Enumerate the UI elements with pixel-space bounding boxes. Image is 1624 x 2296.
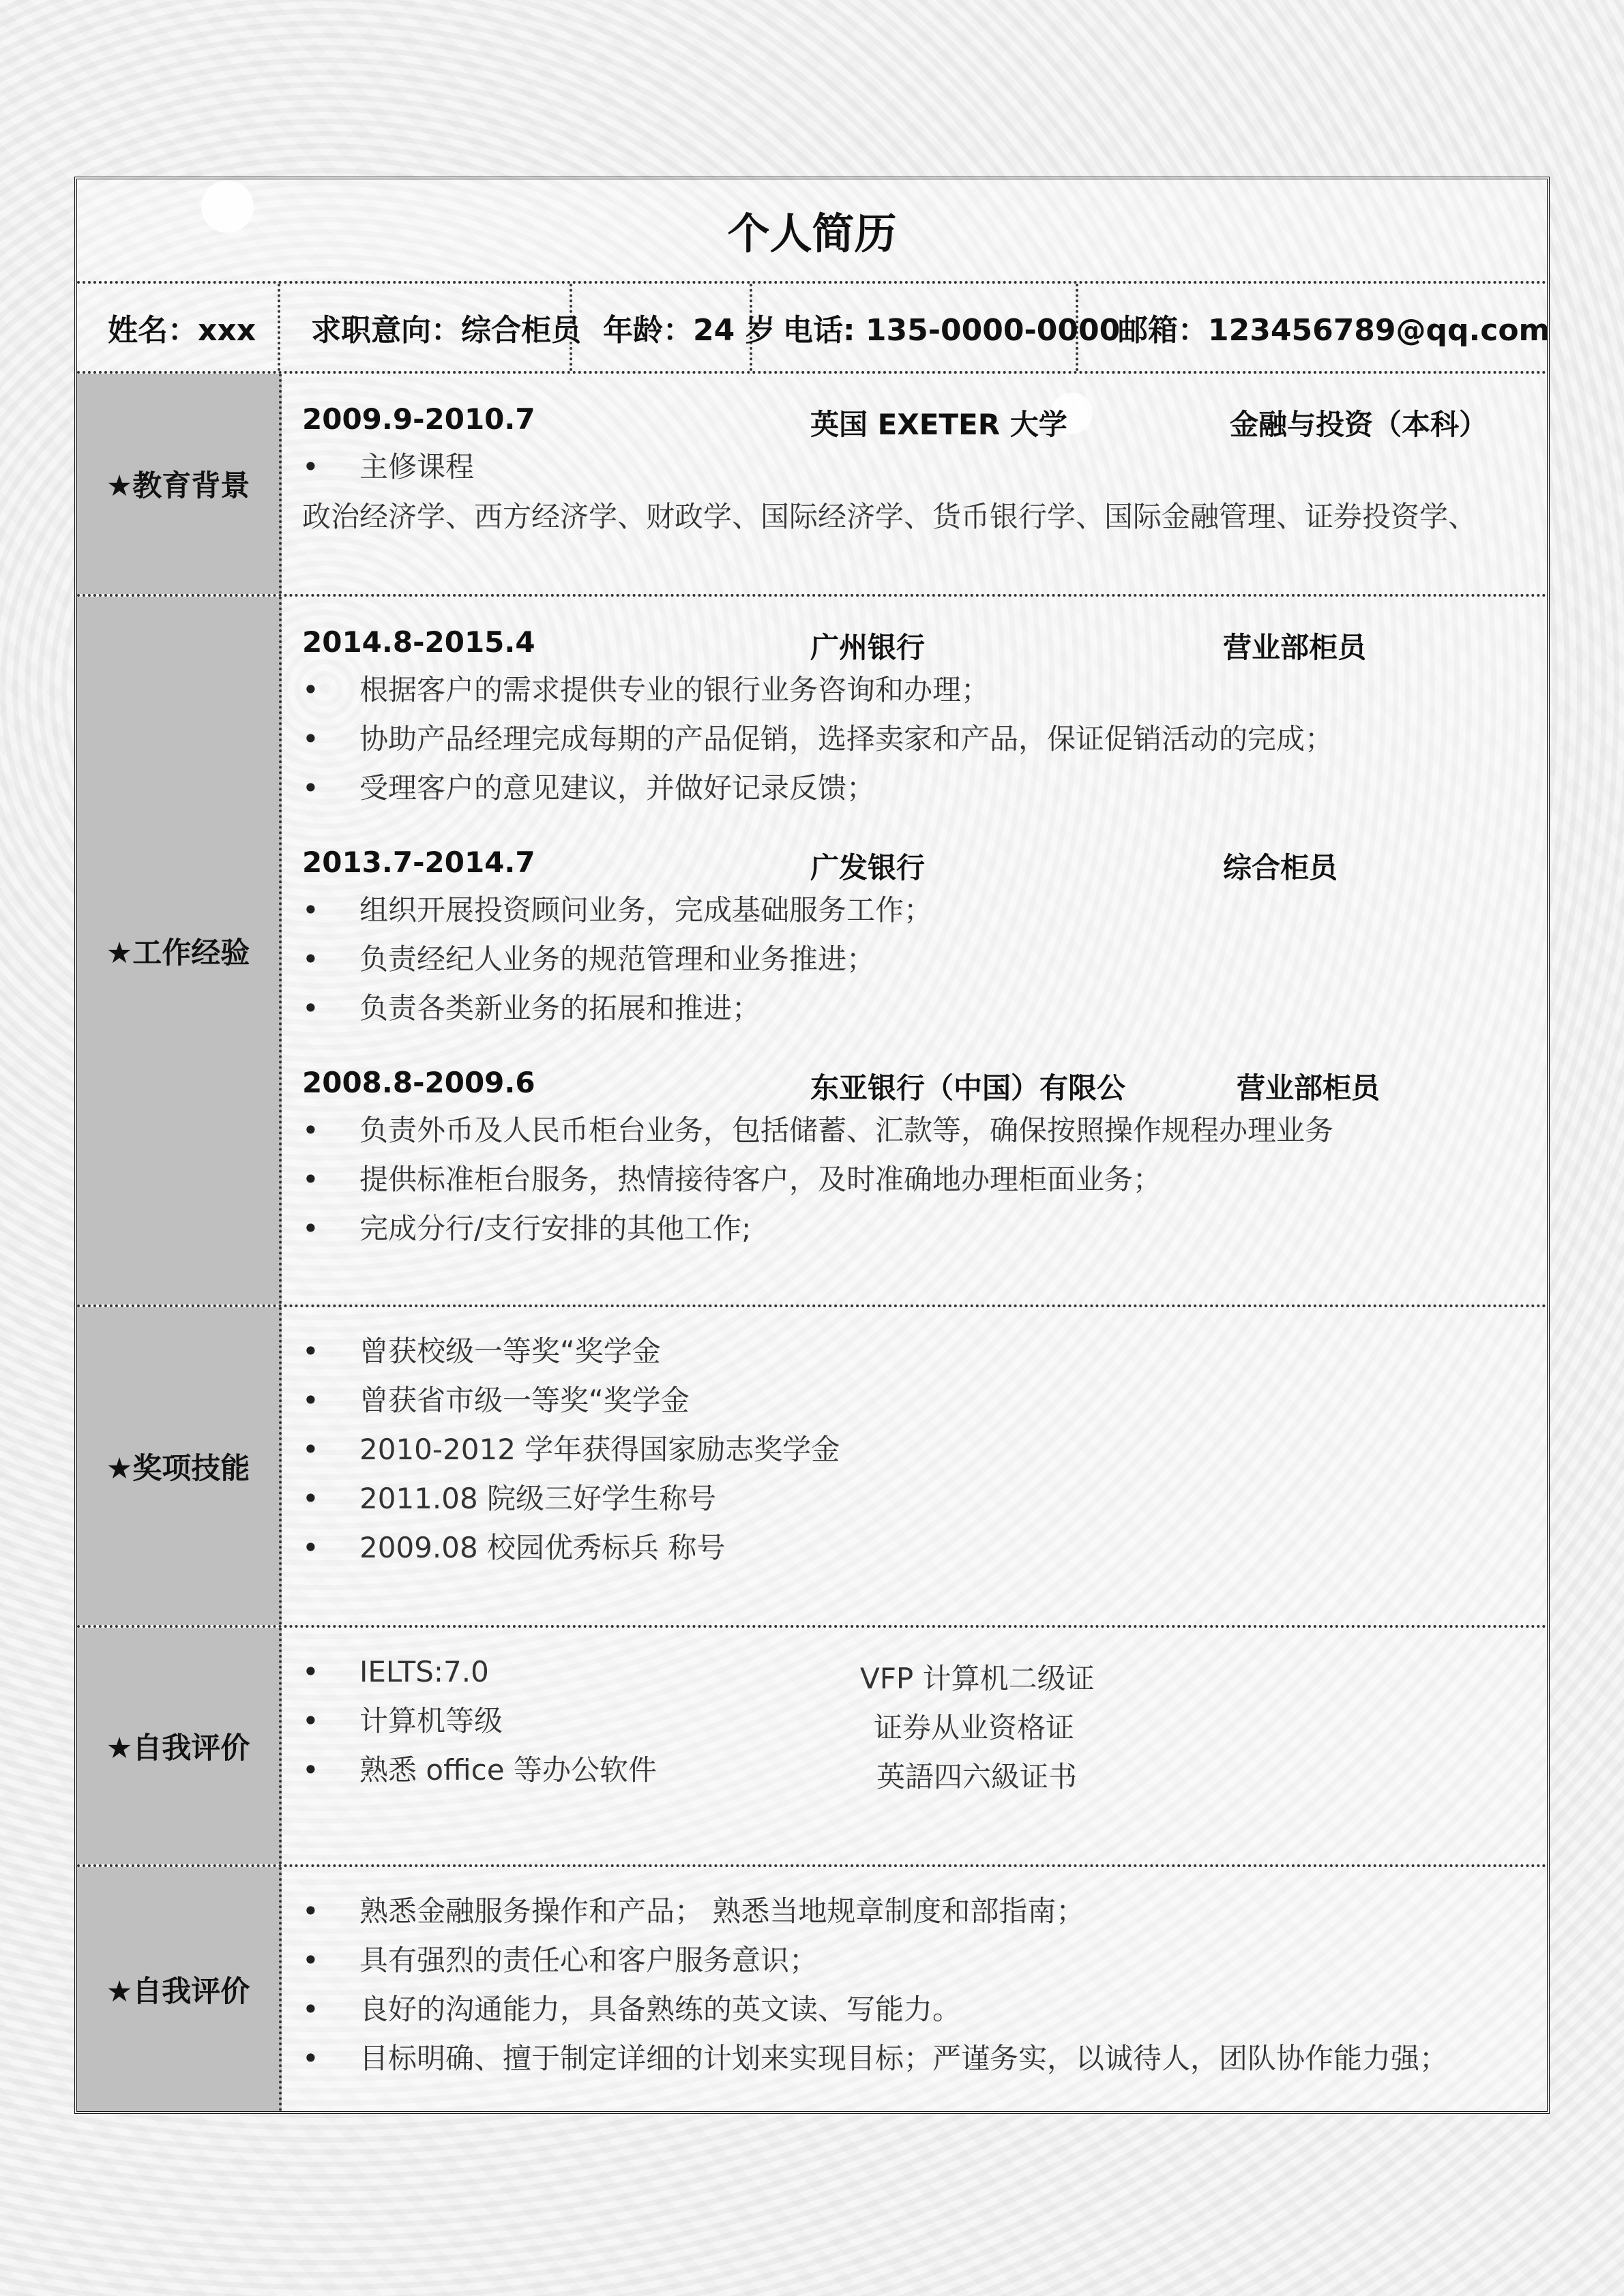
cert-left-2-text: 计算机等级 <box>359 1704 503 1738</box>
awards-section <box>77 1307 1547 1628</box>
job-2-company: 广发银行 <box>810 851 926 884</box>
cert-left-3-text: 熟悉 office 等办公软件 <box>359 1753 657 1787</box>
award-item-1-text: 曾获校级一等奖“奖学金 <box>359 1335 661 1368</box>
bullet-icon: • <box>302 1531 319 1564</box>
self-eval-item-2-text: 具有强烈的责任心和客户服务意识； <box>359 1943 818 1977</box>
bullet-icon: • <box>302 1704 319 1738</box>
bullet-icon: • <box>302 1433 319 1466</box>
job-3-header <box>302 1066 1526 1107</box>
bullet-icon: • <box>302 1993 319 2026</box>
cert-left-1-text: IELTS:7.0 <box>359 1655 489 1688</box>
self-evaluation-section <box>77 1867 1547 2111</box>
job-3-item-1-text: 负责外币及人民币柜台业务，包括储蓄、汇款等，确保按照操作规程办理业务 <box>359 1114 1334 1147</box>
bullet-icon: • <box>302 992 319 1025</box>
bullet-icon: • <box>302 893 319 927</box>
experience-section <box>77 597 1547 1307</box>
education-major: 金融与投资（本科） <box>1230 408 1488 441</box>
bullet-icon: • <box>302 2042 319 2075</box>
job-2-item-3-text: 负责各类新业务的拓展和推进； <box>359 992 761 1025</box>
awards-label: ★奖项技能 <box>77 1307 282 1625</box>
education-content <box>302 374 1526 594</box>
bullet-icon: • <box>302 942 319 976</box>
education-section <box>77 374 1547 597</box>
job-1-item-3-text: 受理客户的意见建议，并做好记录反馈； <box>359 771 876 805</box>
job-2-item-2-text: 负责经纪人业务的规范管理和业务推进； <box>359 942 876 976</box>
certificates-section <box>77 1628 1547 1867</box>
page-title: 个人简历 <box>727 209 897 258</box>
job-2-header <box>302 846 1526 886</box>
award-item-5-text: 2009.08 校园优秀标兵 称号 <box>359 1531 726 1564</box>
age-field: 年龄：24 岁 <box>572 284 752 371</box>
job-1-header <box>302 625 1526 666</box>
phone-field: 电话: 135-0000-0000 <box>752 284 1078 371</box>
job-3-role: 营业部柜员 <box>1237 1071 1381 1105</box>
bullet-icon: • <box>302 1482 319 1515</box>
award-item-2-text: 曾获省市级一等奖“奖学金 <box>359 1384 690 1417</box>
education-header <box>302 402 1526 443</box>
award-item-3-text: 2010-2012 学年获得国家励志奖学金 <box>359 1433 840 1466</box>
bullet-icon: • <box>302 1114 319 1147</box>
education-date: 2009.9-2010.7 <box>302 402 535 436</box>
experience-label: ★工作经验 <box>77 597 282 1304</box>
self-eval-item-3-text: 良好的沟通能力，具备熟练的英文读、写能力。 <box>359 1993 962 2026</box>
bullet-icon: • <box>302 1163 319 1196</box>
self-evaluation-label: ★自我评价 <box>77 1867 282 2111</box>
cert-right-2: 证券从业资格证 <box>874 1711 1075 1744</box>
bullet-icon: • <box>302 1655 319 1688</box>
job-2-item-1-text: 组织开展投资顾问业务，完成基础服务工作； <box>359 893 933 927</box>
awards-content <box>302 1307 1526 1625</box>
resume-table <box>74 177 1550 2114</box>
bullet-icon: • <box>302 450 319 483</box>
bullet-icon: • <box>302 1753 319 1787</box>
courses-title: 主修课程 <box>359 450 475 483</box>
job-3-date: 2008.8-2009.6 <box>302 1066 535 1099</box>
certificates-content <box>302 1628 1526 1864</box>
self-evaluation-content <box>302 1867 1526 2111</box>
job-1-role: 营业部柜员 <box>1223 631 1367 664</box>
bullet-icon: • <box>302 1894 319 1928</box>
job-3-item-3-text: 完成分行/支行安排的其他工作; <box>359 1212 752 1245</box>
bullet-icon: • <box>302 722 319 756</box>
job-intention-field: 求职意向：综合柜员 <box>280 284 572 371</box>
name-field: 姓名：xxx <box>77 284 280 371</box>
job-1-company: 广州银行 <box>810 631 926 664</box>
courses-list: 政治经济学、西方经济学、财政学、国际经济学、货币银行学、国际金融管理、证券投资学、 <box>302 500 1477 533</box>
job-1-date: 2014.8-2015.4 <box>302 625 535 659</box>
job-3-item-2-text: 提供标准柜台服务，热情接待客户，及时准确地办理柜面业务； <box>359 1163 1162 1196</box>
cert-right-1: VFP 计算机二级证 <box>860 1662 1095 1695</box>
certificates-label: ★自我评价 <box>77 1628 282 1864</box>
job-3-company: 东亚银行（中国）有限公 <box>810 1071 1126 1105</box>
basic-info-row <box>77 281 1550 374</box>
job-2-role: 综合柜员 <box>1223 851 1338 884</box>
self-eval-item-4-text: 目标明确、擅于制定详细的计划来实现目标；严谨务实，以诚待人，团队协作能力强； <box>359 2042 1449 2075</box>
cert-right-3: 英語四六級证书 <box>876 1760 1078 1793</box>
bullet-icon: • <box>302 1943 319 1977</box>
bullet-icon: • <box>302 1212 319 1245</box>
job-1-item-1-text: 根据客户的需求提供专业的银行业务咨询和办理； <box>359 673 990 706</box>
bullet-icon: • <box>302 673 319 706</box>
email-field: 邮箱：123456789@qq.com <box>1118 313 1550 348</box>
job-1-item-2-text: 协助产品经理完成每期的产品促销，选择卖家和产品，保证促销活动的完成； <box>359 722 1334 756</box>
job-2-date: 2013.7-2014.7 <box>302 846 535 879</box>
education-school: 英国 EXETER 大学 <box>810 408 1067 441</box>
bullet-icon: • <box>302 771 319 805</box>
education-label: ★教育背景 <box>77 374 282 594</box>
award-item-4-text: 2011.08 院级三好学生称号 <box>359 1482 717 1515</box>
bullet-icon: • <box>302 1384 319 1417</box>
self-eval-item-1-text: 熟悉金融服务操作和产品； 熟悉当地规章制度和部指南； <box>359 1894 1085 1928</box>
bullet-icon: • <box>302 1335 319 1368</box>
experience-content <box>302 597 1526 1304</box>
